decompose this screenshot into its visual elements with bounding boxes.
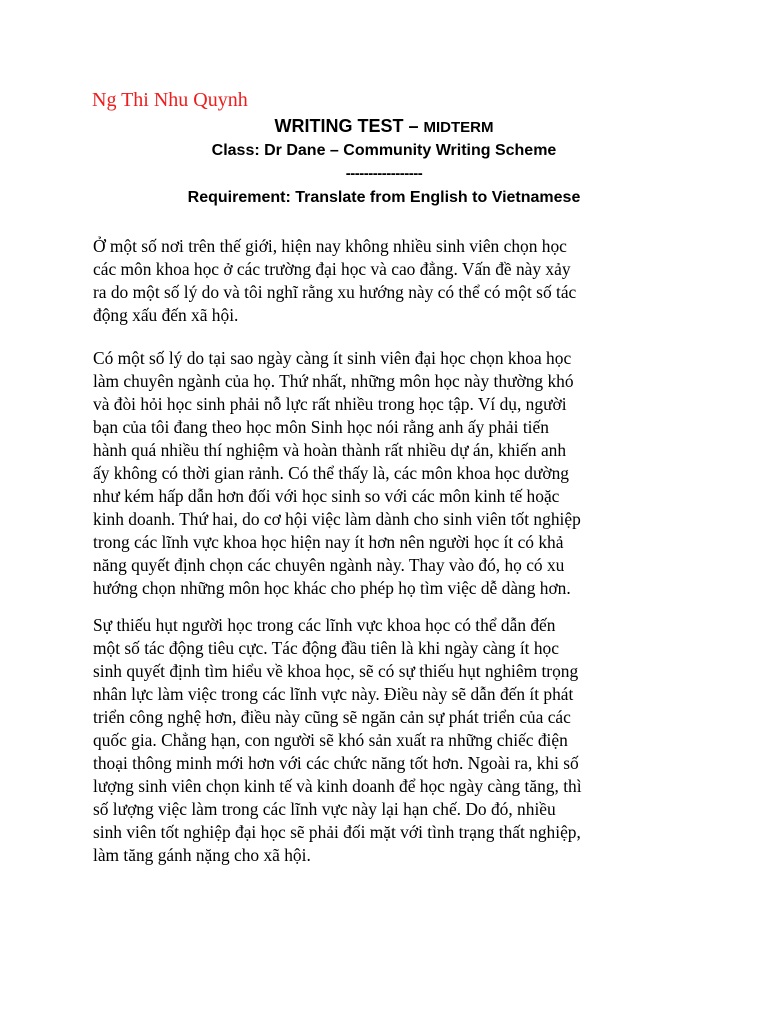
paragraph-line: bạn của tôi đang theo học môn Sinh học nói rằng anh ấy phải tiến (93, 417, 549, 437)
test-title (0, 116, 768, 137)
requirement-line: Requirement: Translate from English to Vietnamese (187, 189, 581, 206)
paragraph-line: Sự thiếu hụt người học trong các lĩnh vực khoa học có thể dẫn đến (93, 615, 556, 635)
paragraph-line: Có một số lý do tại sao ngày càng ít sinh viên đại học chọn khoa học (93, 348, 572, 368)
paragraph-1 (93, 235, 693, 327)
class-line: Class: Dr Dane – Community Writing Scheme (211, 142, 557, 159)
paragraph-line: sinh quyết định tìm hiểu về khoa học, sẽ có sự thiếu hụt nghiêm trọng (93, 661, 579, 681)
paragraph-line: thoại thông minh mới hơn với các chức năng tốt hơn. Ngoài ra, khi số (93, 753, 579, 773)
paragraph-line: ấy không có thời gian rảnh. Có thể thấy là, các môn khoa học dường (93, 463, 569, 483)
paragraph-line: quốc gia. Chẳng hạn, con người sẽ khó sản xuất ra những chiếc điện (93, 730, 568, 750)
paragraph-line: số lượng việc làm trong các lĩnh vực này lại hạn chế. Do đó, nhiều (93, 799, 556, 819)
paragraph-line: động xấu đến xã hội. (93, 305, 239, 325)
paragraph-line: lượng sinh viên chọn kinh tế và kinh doanh để học ngày càng tăng, thì (93, 776, 582, 796)
author-name: Ng Thi Nhu Quynh (92, 89, 248, 111)
separator-line: ----------------- (345, 165, 423, 182)
paragraph-line: triển công nghệ hơn, điều này cũng sẽ ngăn cản sự phát triển của các (93, 707, 571, 727)
paragraph-2 (93, 347, 693, 600)
paragraph-line: một số tác động tiêu cực. Tác động đầu tiên là khi ngày càng ít học (93, 638, 559, 658)
test-title-sub: MIDTERM (423, 119, 494, 136)
paragraph-line: và đòi hỏi học sinh phải nỗ lực rất nhiều trong học tập. Ví dụ, người (93, 394, 567, 414)
paragraph-line: nhân lực làm việc trong các lĩnh vực này. Điều này sẽ dẫn đến ít phát (93, 684, 574, 704)
paragraph-line: hành quá nhiều thí nghiệm và hoàn thành rất nhiều dự án, khiến anh (93, 440, 567, 460)
test-title-main: WRITING TEST – (274, 116, 419, 136)
paragraph-3 (93, 614, 693, 867)
paragraph-line: kinh doanh. Thứ hai, do cơ hội việc làm dành cho sinh viên tốt nghiệp (93, 509, 581, 529)
paragraph-line: làm chuyên ngành của họ. Thứ nhất, những môn học này thường khó (93, 371, 574, 391)
paragraph-line: hướng chọn những môn học khác cho phép họ tìm việc dễ dàng hơn. (93, 578, 571, 598)
paragraph-line: ra do một số lý do và tôi nghĩ rằng xu hướng này có thể có một số tác (93, 282, 577, 302)
paragraph-line: sinh viên tốt nghiệp đại học sẽ phải đối mặt với tình trạng thất nghiệp, (93, 822, 581, 842)
paragraph-line: các môn khoa học ở các trường đại học và cao đẳng. Vấn đề này xảy (93, 259, 571, 279)
paragraph-line: trong các lĩnh vực khoa học hiện nay ít hơn nên người học ít có khả (93, 532, 564, 552)
paragraph-line: như kém hấp dẫn hơn đối với học sinh so với các môn kinh tế hoặc (93, 486, 560, 506)
paragraph-line: làm tăng gánh nặng cho xã hội. (93, 845, 311, 865)
paragraph-line: Ở một số nơi trên thế giới, hiện nay không nhiều sinh viên chọn học (93, 236, 567, 256)
paragraph-line: năng quyết định chọn các chuyên ngành này. Thay vào đó, họ có xu (93, 555, 565, 575)
